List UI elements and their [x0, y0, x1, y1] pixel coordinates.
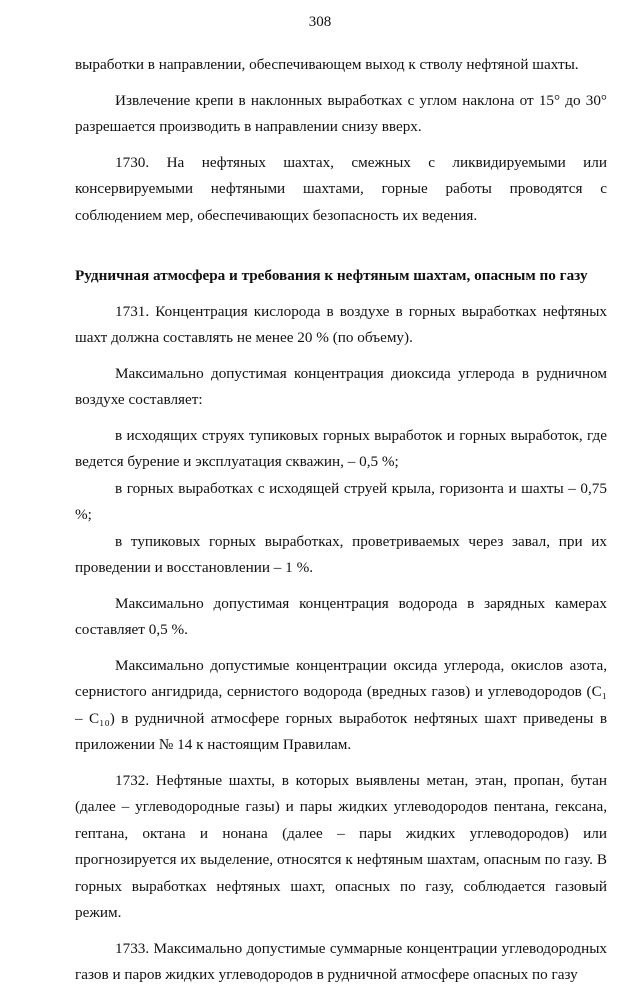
list-item: в исходящих струях тупиковых горных выработок и горных выработок, где ведется бурение и эксплуатация скважин, – 0,5 %;	[75, 426, 607, 470]
document-body	[75, 52, 607, 989]
list-item: в тупиковых горных выработках, проветриваемых через завал, при их проведении и восстановлении – 1 %.	[75, 532, 607, 576]
paragraph: Максимально допустимая концентрация водорода в зарядных камерах составляет 0,5 %.	[75, 594, 607, 638]
paragraph-1730: 1730. На нефтяных шахтах, смежных с ликвидируемыми или консервируемыми нефтяными шахтами, горные работы проводятся с соблюдением мер, обеспечивающих безопасность их ведения.	[75, 153, 607, 224]
list-item: в горных выработках с исходящей струей крыла, горизонта и шахты – 0,75 %;	[75, 479, 607, 523]
paragraph: выработки в направлении, обеспечивающем выход к стволу нефтяной шахты.	[75, 56, 579, 73]
paragraph: Максимально допустимая концентрация диоксида углерода в рудничном воздухе составляет:	[75, 364, 607, 408]
paragraph: Максимально допустимые концентрации оксида углерода, окислов азота, сернистого ангидрида, сернистого водорода (вредных газов) и углеводородов (C₁ – C₁₀) в рудничной атмосфере горных выработок нефтяных шахт приведены в приложении № 14 к настоящим Правилам.	[75, 656, 607, 753]
page-number: 308	[308, 14, 332, 30]
paragraph-1731: 1731. Концентрация кислорода в воздухе в горных выработках нефтяных шахт должна составлять не менее 20 % (по объему).	[75, 302, 607, 346]
paragraph-1732: 1732. Нефтяные шахты, в которых выявлены метан, этан, пропан, бутан (далее – углеводородные газы) и пары жидких углеводородов пентана, гексана, гептана, октана и нонана (далее – пары жидких углеводородов) или прогнозируется их выделение, относятся к нефтяным шахтам, опасным по газу. В горных выработках нефтяных шахт, опасных по газу, соблюдается газовый режим.	[75, 771, 607, 921]
paragraph-1733: 1733. Максимально допустимые суммарные концентрации углеводородных газов и паров жидких углеводородов в рудничной атмосфере опасных по газу	[75, 939, 607, 983]
section-heading: Рудничная атмосфера и требования к нефтяным шахтам, опасным по газу	[75, 267, 588, 284]
paragraph: Извлечение крепи в наклонных выработках с углом наклона от 15° до 30° разрешается производить в направлении снизу вверх.	[75, 91, 607, 135]
